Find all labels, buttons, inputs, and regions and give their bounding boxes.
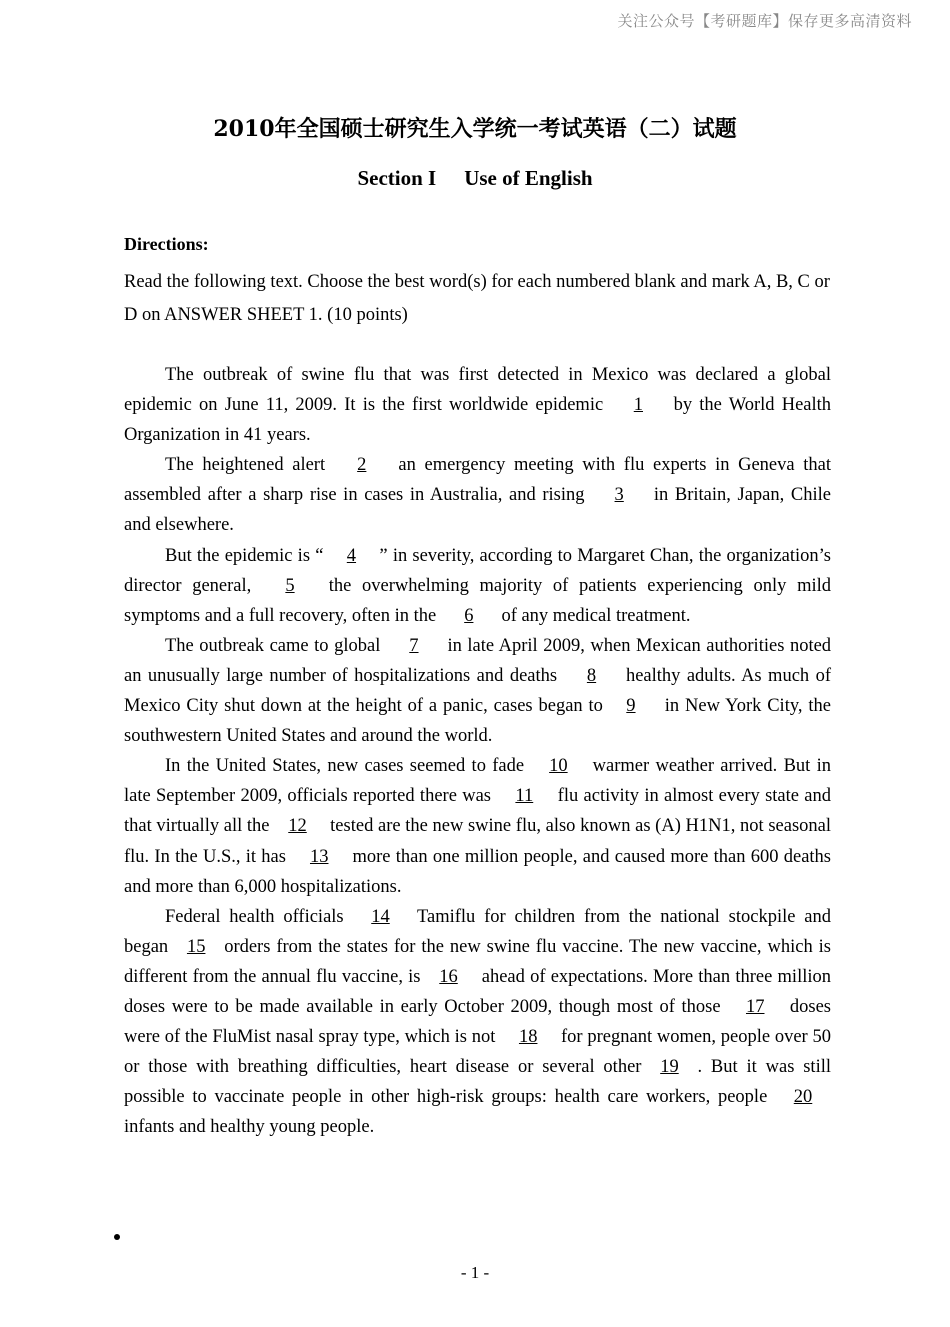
passage-text: in late April 2009, when Mexican authorities noted an unusually large number of hospitalizations and deaths: [124, 635, 832, 686]
blank-18: 18: [518, 1027, 538, 1048]
passage-text: for pregnant women, people over 50 or those with breathing difficulties, heart disease or several other: [124, 1027, 832, 1078]
passage-text: in New York City, the southwestern United States and around the world.: [124, 696, 831, 747]
blank-6: 6: [464, 605, 474, 626]
passage-text: an emergency meeting with flu experts in Geneva that assembled after a sharp rise in cases in Australia, and rising: [124, 455, 832, 506]
section-heading: [0, 166, 950, 191]
passage-text: of any medical treatment.: [501, 605, 691, 626]
passage-text: doses were of the FluMist nasal spray type, which is not: [124, 996, 832, 1048]
passage-text: warmer weather arrived. But in late September 2009, officials reported there was: [124, 756, 832, 807]
section-name: Use of English: [464, 166, 593, 190]
blank-15: 15: [186, 936, 206, 957]
passage-text: . But it was still possible to vaccinate people in other high-risk groups: health care workers, people: [124, 1057, 831, 1108]
paragraph-5: [124, 751, 831, 901]
exam-title: 2010年全国硕士研究生入学统一考试英语（二）试题: [213, 116, 737, 142]
watermark: 关注公众号【考研题库】保存更多高清资料: [617, 12, 912, 30]
passage-text: In the United States, new cases seemed to fade: [165, 756, 525, 777]
passage-text: healthy adults. As much of Mexico City shut down at the height of a panic, cases began to: [124, 665, 831, 717]
blank-13: 13: [309, 846, 329, 867]
blank-7: 7: [409, 635, 419, 656]
blank-17: 17: [745, 996, 765, 1017]
passage-text: orders from the states for the new swine flu vaccine. The new vaccine, which is different from the annual flu vaccine, is: [124, 936, 831, 987]
blank-4: 4: [346, 545, 357, 566]
passage-text: more than one million people, and caused more than 600 deaths and more than 6,000 hospitalizations.: [124, 846, 831, 897]
bullet-mark: [114, 1234, 120, 1240]
passage-text: Tamiflu for children from the national stockpile and began: [124, 906, 831, 957]
paragraph-6: [124, 902, 831, 1143]
blank-5: 5: [285, 575, 295, 596]
passage-text: flu activity in almost every state and that virtually all the: [124, 786, 832, 837]
directions-label: Directions:: [124, 234, 209, 254]
blank-11: 11: [515, 786, 534, 807]
passage-text: ahead of expectations. More than three million doses were to be made available in early October 2009, though most of those: [124, 966, 831, 1017]
blank-3: 3: [614, 485, 624, 506]
passage-text: in Britain, Japan, Chile and elsewhere.: [124, 485, 831, 536]
passage-text: The outbreak of swine flu that was first detected in Mexico was declared a global epidemic on June 11, 2009. It is the first worldwide epidemic: [124, 365, 831, 416]
page-number: - 1 -: [460, 1263, 490, 1282]
paragraph-3: [124, 541, 831, 631]
passage-text: The outbreak came to global: [165, 635, 381, 656]
passage-text: But the epidemic is “: [165, 545, 324, 566]
passage-text: by the World Health Organization in 41 years.: [124, 395, 832, 446]
paragraph-1: [124, 360, 831, 450]
blank-1: 1: [633, 395, 643, 416]
passage-text: Federal health officials: [165, 906, 344, 927]
passage-text: infants and healthy young people.: [124, 1117, 375, 1138]
paragraph-2: [124, 450, 831, 540]
passage-text: The heightened alert: [165, 455, 326, 476]
blank-14: 14: [371, 906, 390, 927]
blank-20: 20: [793, 1087, 813, 1108]
section-label: Section I: [357, 166, 437, 190]
cloze-passage: [124, 360, 831, 1142]
blank-19: 19: [660, 1057, 679, 1078]
blank-12: 12: [288, 816, 307, 837]
passage-text: ” in severity, according to Margaret Chan, the organization’s director general,: [124, 545, 831, 596]
blank-9: 9: [626, 696, 636, 717]
instructions: Read the following text. Choose the best word(s) for each numbered blank and mark A, B, C or D on ANSWER SHEET 1. (10 points): [124, 272, 830, 325]
blank-16: 16: [439, 966, 458, 987]
passage-text: tested are the new swine flu, also known as (A) H1N1, not seasonal flu. In the U.S., it has: [124, 816, 832, 867]
paragraph-4: [124, 631, 831, 751]
blank-2: 2: [357, 455, 367, 476]
blank-10: 10: [549, 756, 568, 777]
passage-text: the overwhelming majority of patients experiencing only mild symptoms and a full recovery, often in the: [124, 575, 831, 626]
blank-8: 8: [586, 665, 597, 686]
